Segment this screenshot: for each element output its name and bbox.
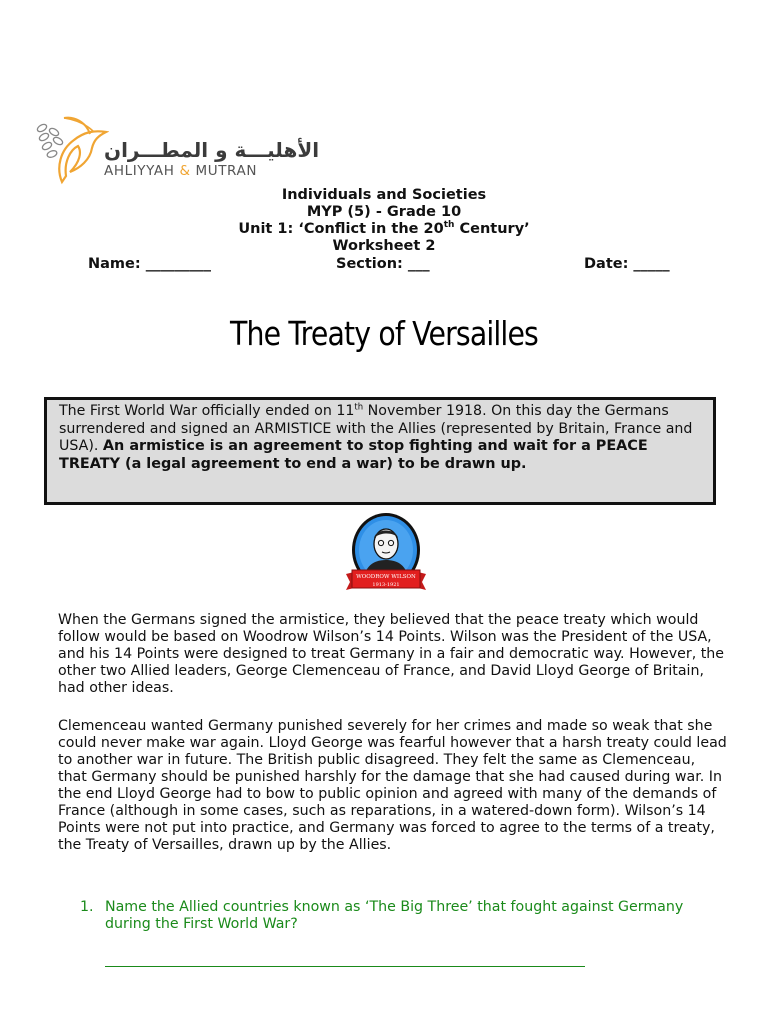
intro-text-cont: November 1918. On this day the Germans surrendered and signed an ARMISTICE with the Allies (represented by Britain, France and USA). [59, 403, 693, 454]
answer-line-1[interactable] [105, 966, 585, 967]
logo-word-mutran: MUTRAN [195, 163, 258, 179]
portrait-banner-years: 1913-1921 [372, 582, 400, 588]
armistice-definition: An armistice is an agreement to stop fighting and wait for a PEACE TREATY (a legal agreement to end a war) to be drawn up. [59, 438, 648, 472]
logo-ampersand: & [179, 163, 191, 179]
unit-text: Unit 1: ‘Conflict in the 20 [238, 221, 444, 237]
unit-text-end: Century’ [454, 221, 530, 237]
section-field[interactable]: Section: ___ [336, 256, 430, 272]
page-title: The Treaty of Versailles [230, 314, 538, 353]
unit-line [0, 221, 768, 238]
worksheet-header [0, 187, 768, 255]
intro-text: The First World War officially ended on 11 [59, 403, 355, 419]
question-number: 1. [80, 899, 94, 915]
paragraph-clemenceau-lloyd-george: Clemenceau wanted Germany punished severely for her crimes and made so weak that she could never make war again. Lloyd George was fearful however that a harsh treaty could lead to another war in future. The British public disagreed. They felt the same as Clemenceau, that Germany should be punished harshly for the damage that she had caused during war. In the end Lloyd George had to bow to public opinion and agreed with many of the demands of France (although in some cases, such as reparations, in a watered-down form). Wilson’s 14 Points were not put into practice, and Germany was forced to agree to the terms of a treaty, the Treaty of Versailles, drawn up by the Allies. [58, 718, 727, 853]
date-field[interactable]: Date: _____ [584, 256, 670, 272]
unit-sup: th [443, 220, 455, 231]
worksheet-number: Worksheet 2 [332, 238, 436, 254]
subject-line: Individuals and Societies [281, 187, 487, 203]
question-text: Name the Allied countries known as ‘The Big Three’ that fought against Germany during the First World War? [105, 899, 684, 932]
wilson-portrait-icon [344, 512, 428, 604]
portrait-banner-name: WOODROW WILSON [356, 574, 416, 580]
logo-arabic-text: الأهليـــة و المطـــران [104, 138, 320, 162]
woodrow-wilson-portrait [344, 512, 428, 604]
grade-line: MYP (5) - Grade 10 [306, 204, 462, 220]
logo-word-ahliyyah: AHLIYYAH [104, 163, 175, 179]
intro-box [44, 397, 716, 505]
logo-english-text [104, 163, 257, 179]
dove-olive-branch-icon [34, 110, 109, 188]
paragraph-wilson-14-points: When the Germans signed the armistice, they believed that the peace treaty which would follow would be based on Woodrow Wilson’s 14 Points. Wilson was the President of the USA, and his 14 Points were designed to treat Germany in a fair and democratic way. However, the other two Allied leaders, George Clemenceau of France, and David Lloyd George of Britain, had other ideas. [58, 612, 725, 696]
intro-sup: th [354, 402, 364, 413]
name-field[interactable]: Name: _________ [88, 256, 211, 272]
